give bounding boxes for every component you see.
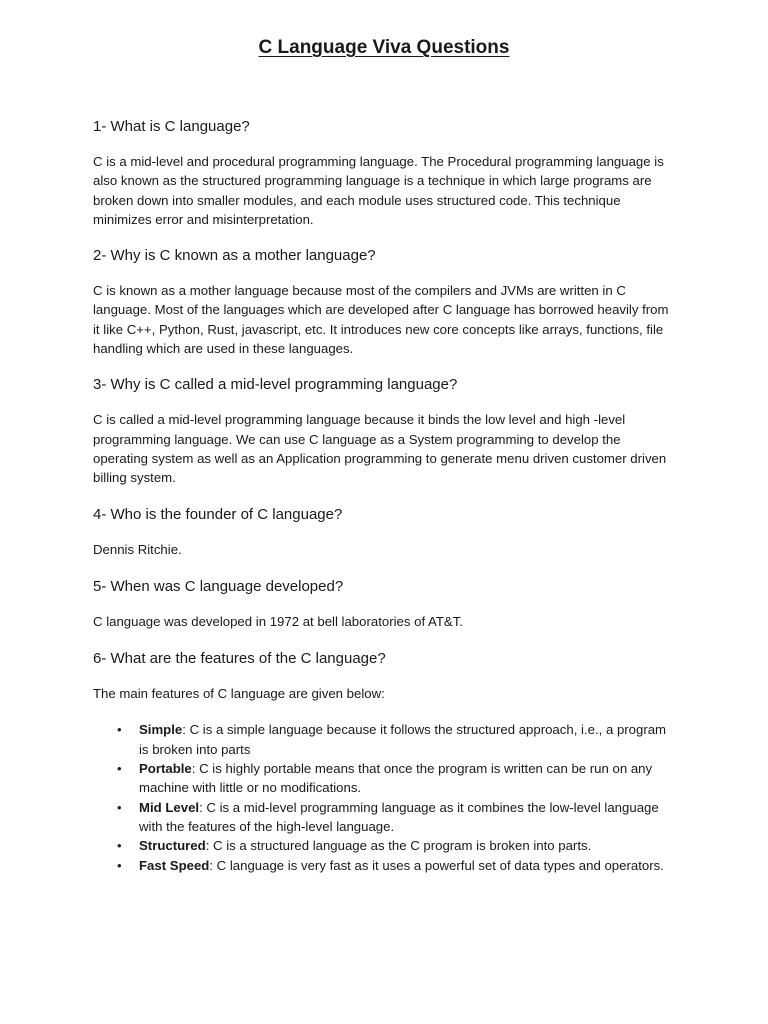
feature-term: Portable	[139, 761, 192, 777]
feature-term: Mid Level	[139, 799, 200, 815]
bullet-icon: •	[117, 857, 122, 873]
question-section-3	[93, 374, 678, 487]
question-heading: 2- Why is C known as a mother language?	[93, 247, 376, 265]
list-item	[117, 856, 678, 875]
answer-text: C is known as a mother language because most of the compilers and JVMs are written in C language. Most of the languages which are developed after C language has borrowed heavily from it like C++, Python, Rust, javascript, etc. It introduces new core concepts like arrays, functions, file handling which are used in these languages.	[93, 283, 669, 357]
question-heading: 5- When was C language developed?	[93, 577, 344, 595]
question-section-4	[93, 504, 678, 559]
list-item	[117, 836, 678, 855]
feature-term: Fast Speed	[139, 857, 210, 873]
bullet-icon: •	[117, 722, 122, 738]
answer-text: The main features of C language are given below:	[93, 686, 385, 702]
question-section-2	[93, 245, 678, 358]
feature-description: : C is a structured language as the C program is broken into parts.	[205, 838, 592, 854]
feature-description: : C is highly portable means that once the program is written can be run on any machine with little or no modifications.	[139, 761, 653, 796]
feature-description: : C is a simple language because it follows the structured approach, i.e., a program is broken into parts	[139, 722, 667, 757]
list-item	[117, 759, 678, 798]
bullet-icon: •	[117, 799, 122, 815]
question-heading: 3- Why is C called a mid-level programming language?	[93, 376, 458, 394]
feature-description: : C is a mid-level programming language as it combines the low-level language with the features of the high-level language.	[139, 799, 659, 834]
bullet-icon: •	[117, 838, 122, 854]
list-item	[117, 720, 678, 759]
question-heading: 1- What is C language?	[93, 118, 250, 135]
question-heading: 6- What are the features of the C language?	[93, 650, 386, 668]
bullet-icon: •	[117, 761, 122, 777]
answer-text: Dennis Ritchie.	[93, 541, 182, 557]
list-item	[117, 798, 678, 837]
features-list	[93, 720, 678, 874]
feature-description: : C language is very fast as it uses a powerful set of data types and operators.	[209, 857, 664, 873]
feature-term: Simple	[139, 722, 183, 738]
question-heading: 4- Who is the founder of C language?	[93, 505, 343, 523]
answer-text: C language was developed in 1972 at bell laboratories of AT&T.	[93, 613, 463, 629]
answer-text: C is a mid-level and procedural programming language. The Procedural programming language is also known as the structured programming language is a technique in which large programs are broken down into smaller modules, and each module uses structured code. This technique minimizes error and misinterpretation.	[93, 154, 664, 227]
question-section-1	[93, 116, 678, 229]
question-section-6	[93, 648, 678, 875]
document-body	[93, 116, 678, 875]
answer-text: C is called a mid-level programming language because it binds the low level and high -level programming language. We can use C language as a System programming to develop the operating system as well as an Application programming to generate menu driven customer driven billing system.	[93, 412, 667, 486]
question-section-5	[93, 576, 678, 631]
feature-term: Structured	[139, 838, 206, 854]
document-title: C Language Viva Questions	[258, 37, 510, 58]
